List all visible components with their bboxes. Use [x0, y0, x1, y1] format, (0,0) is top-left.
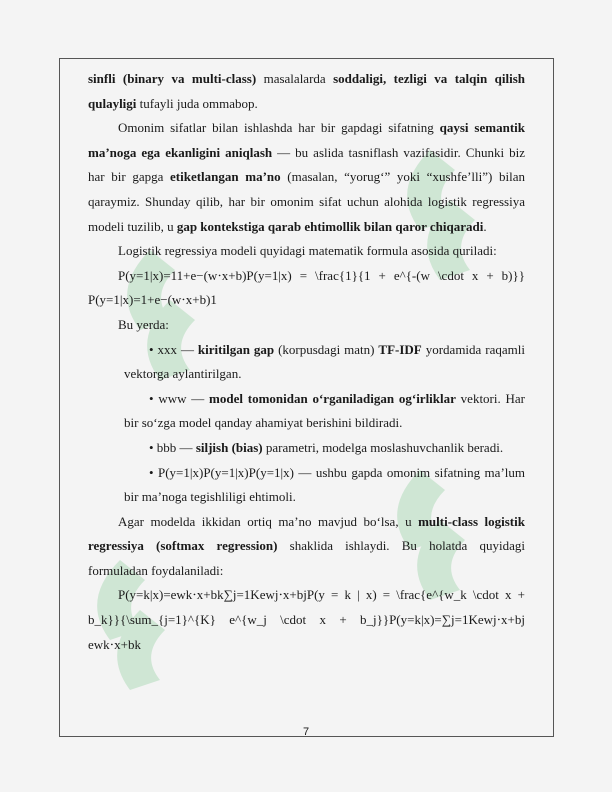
paragraph — [88, 313, 525, 338]
bold-text: qaysi semantik ma’noga ega ekanligini aniqlash — [88, 120, 525, 160]
document-body — [88, 67, 525, 657]
bold-text: model tomonidan o‘rganiladigan og‘irliklar — [209, 390, 456, 406]
text-run: P(y=k|x)=ewk⋅x+bk∑j=1Kewj⋅x+bjP(y = k | x) = \frac{e^{w_k \cdot x + b_k}}{\sum_{j=1}^{K} e^{w_j \cdot x + b_j}}P(y=k|x)=∑j=1Kewj⋅x+bj ewk⋅x+bk — [88, 587, 525, 652]
text-run: (masalan, “yorug‘” yoki “xushfe’lli”) bilan qaraymiz. Shunday qilib, har bir omonim sifat uchun alohida logistik regressiya modeli tuzilib, u — [88, 169, 525, 234]
paragraph — [88, 510, 525, 584]
paragraph — [88, 436, 525, 461]
paragraph — [88, 67, 525, 116]
text-run: Logistik regressiya modeli quyidagi matematik formula asosida quriladi: — [118, 243, 497, 259]
paragraph — [88, 239, 525, 264]
bold-text: etiketlangan ma’no — [170, 169, 281, 185]
page-number: 7 — [302, 726, 310, 738]
paragraph — [88, 583, 525, 657]
text-run: • bbb — — [149, 439, 196, 455]
text-run: yordamida raqamli vektorga aylantirilgan. — [124, 341, 525, 382]
bold-text: multi-class logistik regressiya (softmax regression) — [88, 513, 525, 554]
text-run: — bu aslida tasniflash vazifasidir. Chunki biz har bir gapga — [88, 144, 525, 185]
text-run: Agar modelda ikkidan ortiq ma’no mavjud bo‘lsa, u — [118, 513, 419, 529]
paragraph — [88, 264, 525, 313]
bold-text: gap kontekstiga qarab ehtimollik bilan qaror chiqaradi — [176, 218, 484, 234]
paragraph — [88, 387, 525, 436]
text-run: P(y=1|x)=11+e−(w⋅x+b)P(y=1|x) = \frac{1}{1 + e^{-(w \cdot x + b)}} P(y=1|x)=1+e−(w⋅x+b)1 — [88, 267, 525, 308]
bold-text: kiritilgan gap — [197, 341, 275, 357]
bold-text: TF-IDF — [378, 341, 422, 357]
text-run: shaklida ishlaydi. Bu holatda quyidagi formuladan foydalaniladi: — [88, 538, 525, 578]
paragraph — [88, 116, 525, 239]
text-run: Omonim sifatlar bilan ishlashda har bir gapdagi sifatning — [118, 120, 440, 136]
text-run: • xxx — — [149, 341, 198, 357]
bold-text: soddaligi, tezligi va talqin qilish qulayligi — [88, 71, 525, 111]
text-run: • www — — [149, 390, 210, 406]
text-run: Bu yerda: — [118, 316, 169, 332]
text-run: masalalarda — [256, 71, 334, 86]
text-run: • P(y=1|x)P(y=1|x)P(y=1|x) — ushbu gapda omonim sifatning ma’lum bir ma’noga tegishliligi ehtimoli. — [124, 464, 525, 505]
bold-text: siljish (bias) — [195, 439, 263, 455]
text-run: (korpusdagi matn) — [274, 341, 379, 357]
text-run: tufayli juda ommabop. — [136, 95, 258, 111]
text-run: vektori. Har bir so‘zga model qanday ahamiyat berishini bildiradi. — [124, 390, 526, 431]
text-run: . — [483, 218, 487, 234]
text-run: parametri, modelga moslashuvchanlik beradi. — [262, 439, 504, 455]
bold-text: sinfli (binary va multi-class) — [88, 71, 257, 86]
paragraph — [88, 338, 525, 387]
paragraph — [88, 461, 525, 510]
